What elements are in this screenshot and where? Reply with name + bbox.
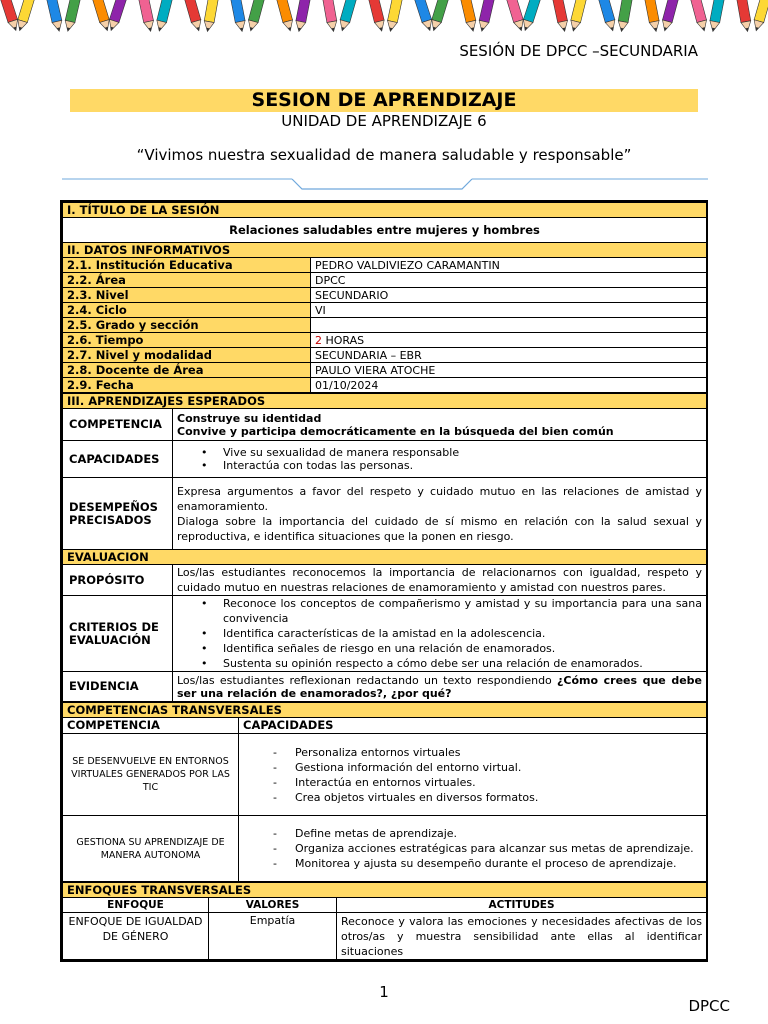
pencil-icon [568,0,587,32]
datos-label-modalidad: 2.7. Nivel y modalidad [63,348,311,363]
pencil-icon [106,0,128,32]
transversal-capacidad-item: - Organiza acciones estratégicas para alcanzar sus metas de aprendizaje. [243,841,702,856]
datos-label-fecha: 2.9. Fecha [63,378,311,393]
datos-value-area: DPCC [311,273,707,288]
transversales-table [62,702,707,882]
criterio-item: • Identifica características de la amistad en la adolescencia. [177,626,702,641]
enfoques-col-valores: VALORES [209,898,337,913]
criterios-value [173,596,707,672]
transversal-capacidad-item: - Personaliza entornos virtuales [243,745,702,760]
unit-motto: “Vivimos nuestra sexualidad de manera saludable y responsable” [136,146,632,164]
pencil-icon [736,0,753,32]
pencil-icon [154,0,173,32]
footer-label: DPCC [688,997,730,1015]
evidencia-text: Los/las estudiantes reflexionan redactando un texto respondiendo [177,673,558,687]
transversales-col-capacidades: CAPACIDADES [239,718,707,734]
competencia-line-2: Convive y participa democráticamente en la búsqueda del bien común [177,424,614,438]
pencil-icon [385,0,403,32]
transversal-capacidad-item: - Define metas de aprendizaje. [243,826,702,841]
pencil-icon [137,0,155,32]
pencil-icon [337,0,358,32]
pencil-icon [203,0,220,32]
transversal-capacidades-tic [239,734,707,816]
criterio-item: • Reconoce los conceptos de compañerismo y amistad y su importancia para una sana convivencia [177,596,702,626]
pencil-icon [597,0,618,32]
pencil-icon [63,0,82,32]
datos-label-nivel: 2.3. Nivel [63,288,311,303]
datos-label-tiempo: 2.6. Tiempo [63,333,311,348]
capacidad-item: • Vive su sexualidad de manera responsable [177,446,702,459]
desempenos-label: DESEMPEÑOS PRECISADOS [63,478,173,550]
session-info-table [62,202,707,393]
datos-value-ciclo: VI [311,303,707,318]
pencil-icon [689,0,709,32]
pencil-icon [429,0,450,32]
page-number: 1 [379,983,389,1001]
capacidades-label: CAPACIDADES [63,441,173,478]
competencia-label: COMPETENCIA [63,409,173,441]
unit-title: UNIDAD DE APRENDIZAJE 6 [281,112,487,130]
enfoque-value: ENFOQUE DE IGUALDAD DE GÉNERO [63,913,209,960]
datos-label-grado: 2.5. Grado y sección [63,318,311,333]
datos-label-area: 2.2. Área [63,273,311,288]
pencil-icon [413,0,435,32]
pencil-icon [477,0,496,32]
datos-label-institucion: 2.1. Institución Educativa [63,258,311,273]
datos-label-docente: 2.8. Docente de Área [63,363,311,378]
capacidades-value [173,441,707,478]
desempenos-value [173,478,707,550]
transversales-col-competencia: COMPETENCIA [63,718,239,734]
pencil-icon [551,0,569,32]
evidencia-question: ¿Cómo crees que debe ser una relación de enamorados?, ¿por qué? [177,673,703,700]
transversal-capacidad-item: - Interactúa en entornos virtuales. [243,775,702,790]
section-evaluacion-header: EVALUACION [63,550,707,565]
pencil-icon [751,0,768,32]
enfoques-table [62,882,707,960]
valor-value: Empatía [209,913,337,960]
section-transversales-header: COMPETENCIAS TRANSVERSALES [63,703,707,718]
pencil-icon [183,0,204,32]
enfoques-col-enfoque: ENFOQUE [63,898,209,913]
criterio-item: • Identifica señales de riesgo en una relación de enamorados. [177,641,702,656]
datos-label-ciclo: 2.4. Ciclo [63,303,311,318]
pencil-icon [644,0,661,32]
session-title: Relaciones saludables entre mujeres y hombres [63,218,707,243]
pencil-icon [294,0,311,32]
transversal-competencia-autonoma: GESTIONA SU APRENDIZAJE DE MANERA AUTONOMA [63,816,239,882]
desempeno-item: Dialoga sobre la importancia del cuidado de sí mismo en relación con la salud sexual y reproductiva, e identifica situaciones que la ponen en riesgo. [177,514,703,543]
criterios-label: CRITERIOS DE EVALUACIÓN [63,596,173,672]
pencil-icon [617,0,634,32]
decorative-divider [62,176,708,196]
pencil-icon [520,0,542,32]
evidencia-label: EVIDENCIA [63,672,173,702]
transversal-capacidad-item: - Gestiona información del entorno virtual. [243,760,702,775]
aprendizajes-table [62,393,707,702]
pencil-icon [45,0,64,32]
transversal-capacidad-item: - Monitorea y ajusta su desempeño durante el proceso de aprendizaje. [243,856,702,871]
proposito-value: Los/las estudiantes reconocemos la importancia de relacionarnos con igualdad, respeto y cuidado mutuo en nuestras relaciones de enamoramiento y amistad con nuestros pares. [173,565,707,596]
transversal-capacidad-item: - Crea objetos virtuales en diversos formatos. [243,790,702,805]
desempeno-item: Expresa argumentos a favor del respeto y cuidado mutuo en las relaciones de amistad y enamoramiento. [177,484,703,513]
pencil-icon [459,0,478,32]
session-table [60,200,708,962]
actitud-value: Reconoce y valora las emociones y necesidades afectivas de los otros/as y muestra sensibilidad ante ellas al identificar situaciones [337,913,707,960]
page-title: SESION DE APRENDIZAJE [70,89,698,112]
section-datos-header: II. DATOS INFORMATIVOS [63,243,707,258]
datos-value-docente: PAULO VIERA ATOCHE [311,363,707,378]
section-enfoques-header: ENFOQUES TRANSVERSALES [63,883,707,898]
datos-value-tiempo [311,333,707,348]
competencia-line-1: Construye su identidad [177,411,322,425]
pencil-icon [505,0,526,32]
capacidad-item: • Interactúa con todas las personas. [177,459,702,472]
time-unit: HORAS [322,333,365,347]
pencil-icon [660,0,680,32]
header-title: SESIÓN DE DPCC –SECUNDARIA [459,42,698,60]
pencil-icon [322,0,339,32]
section-title-header: I. TÍTULO DE LA SESIÓN [63,203,707,218]
transversal-competencia-tic: SE DESENVUELVE EN ENTORNOS VIRTUALES GENERADOS POR LAS TIC [63,734,239,816]
datos-value-institucion: PEDRO VALDIVIEZO CARAMANTIN [311,258,707,273]
datos-value-fecha: 01/10/2024 [311,378,707,393]
pencil-icon [230,0,247,32]
transversal-capacidades-autonoma [239,816,707,882]
pencil-border-decoration [0,0,768,36]
datos-value-grado [311,318,707,333]
pencil-icon [246,0,266,32]
time-number: 2 [315,333,322,347]
datos-value-modalidad: SECUNDARIA – EBR [311,348,707,363]
section-aprendizajes-header: III. APRENDIZAJES ESPERADOS [63,394,707,409]
enfoques-col-actitudes: ACTITUDES [337,898,707,913]
criterio-item: • Sustenta su opinión respecto a cómo debe ser una relación de enamorados. [177,656,702,671]
pencil-icon [275,0,295,32]
pencil-icon [0,0,21,32]
datos-value-nivel: SECUNDARIO [311,288,707,303]
pencil-icon [15,0,36,32]
pencil-icon [708,0,725,32]
proposito-label: PROPÓSITO [63,565,173,596]
competencia-value [173,409,707,441]
pencil-icon [91,0,112,32]
pencil-icon [367,0,386,32]
evidencia-value [173,672,707,702]
